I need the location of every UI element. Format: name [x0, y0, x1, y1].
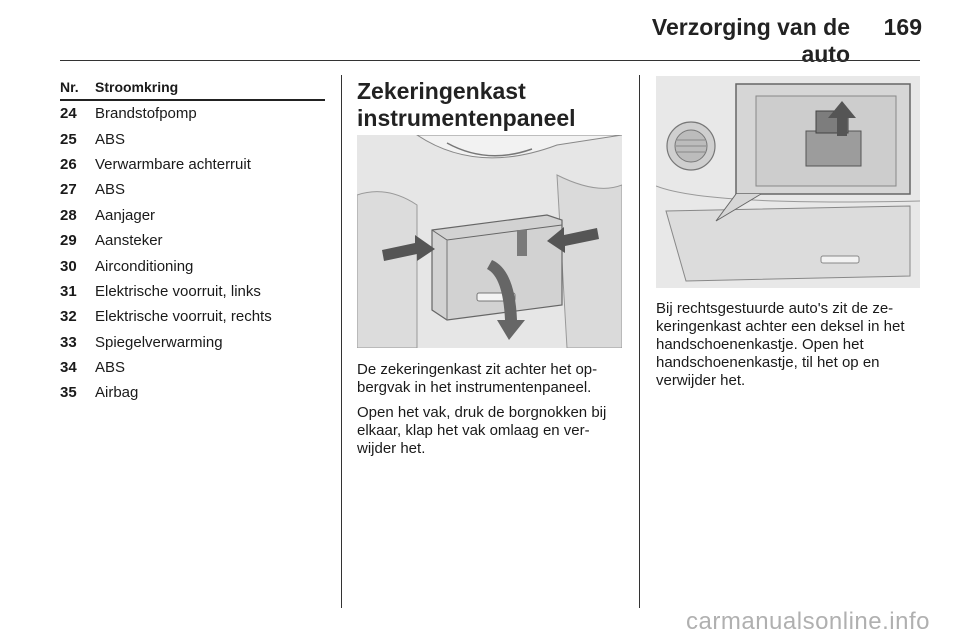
table-row — [60, 126, 325, 151]
fuse-table — [60, 78, 325, 406]
section-heading-line2: instrumentenpaneel — [357, 105, 576, 131]
fuse-number: 33 — [60, 333, 77, 351]
table-row — [60, 253, 325, 278]
table-row — [60, 304, 325, 329]
column-header-nr: Nr. — [60, 78, 95, 100]
watermark: carmanualsonline.info — [686, 608, 930, 635]
fuse-number: 32 — [60, 308, 77, 326]
table-row — [60, 279, 325, 304]
fuse-circuit: Spiegelverwarming — [95, 333, 223, 351]
table-row — [60, 355, 325, 380]
header-rule — [60, 60, 920, 61]
fuse-circuit: Airconditioning — [95, 257, 194, 275]
fuse-circuit: Aansteker — [95, 232, 163, 250]
table-row — [60, 330, 325, 355]
table-row — [60, 203, 325, 228]
fuse-number: 34 — [60, 359, 77, 377]
fuse-number: 30 — [60, 257, 77, 275]
table-row — [60, 152, 325, 177]
fuse-circuit: ABS — [95, 130, 126, 148]
instrument-panel-fusebox-illustration — [357, 135, 622, 348]
section-heading — [357, 78, 627, 132]
table-row — [60, 100, 325, 126]
glovebox-fusebox-illustration — [656, 76, 920, 288]
table-row — [60, 380, 325, 405]
right-paragraph-1: Bij rechtsgestuurde auto's zit de ze-keringenkast achter een deksel in het handschoenenkastje. Open het handschoenenkastje, til het op en verwijder het. — [656, 300, 905, 389]
fuse-number: 27 — [60, 181, 77, 199]
fuse-number: 24 — [60, 105, 77, 123]
fuse-table-header — [60, 78, 325, 100]
fuse-number: 28 — [60, 206, 77, 224]
middle-paragraph-1: De zekeringenkast zit achter het op-bergvak in het instrumentenpaneel. — [357, 361, 598, 396]
fuse-circuit: ABS — [95, 359, 126, 377]
fuse-circuit: Elektrische voorruit, rechts — [95, 308, 272, 326]
fuse-circuit: Brandstofpomp — [95, 105, 197, 123]
column-divider-left — [341, 75, 342, 608]
fuse-number: 29 — [60, 232, 77, 250]
fuse-circuit: Elektrische voorruit, links — [95, 282, 261, 300]
table-row — [60, 228, 325, 253]
column-header-circuit: Stroomkring — [95, 78, 325, 100]
fuse-circuit: Aanjager — [95, 206, 156, 224]
table-row — [60, 177, 325, 202]
fuse-circuit: Airbag — [95, 384, 139, 402]
middle-paragraph-2: Open het vak, druk de borgnokken bij elkaar, klap het vak omlaag en ver-wijder het. — [357, 404, 607, 457]
column-divider-right — [639, 75, 640, 608]
page-header-title: Verzorging van de auto — [651, 14, 850, 67]
fuse-number: 26 — [60, 155, 77, 173]
fuse-number: 35 — [60, 384, 77, 402]
fuse-circuit: Verwarmbare achterruit — [95, 155, 251, 173]
fuse-number: 25 — [60, 130, 77, 148]
fuse-circuit: ABS — [95, 181, 126, 199]
page-number: 169 — [883, 14, 922, 40]
fuse-number: 31 — [60, 282, 77, 300]
section-heading-line1: Zekeringenkast — [357, 78, 526, 104]
